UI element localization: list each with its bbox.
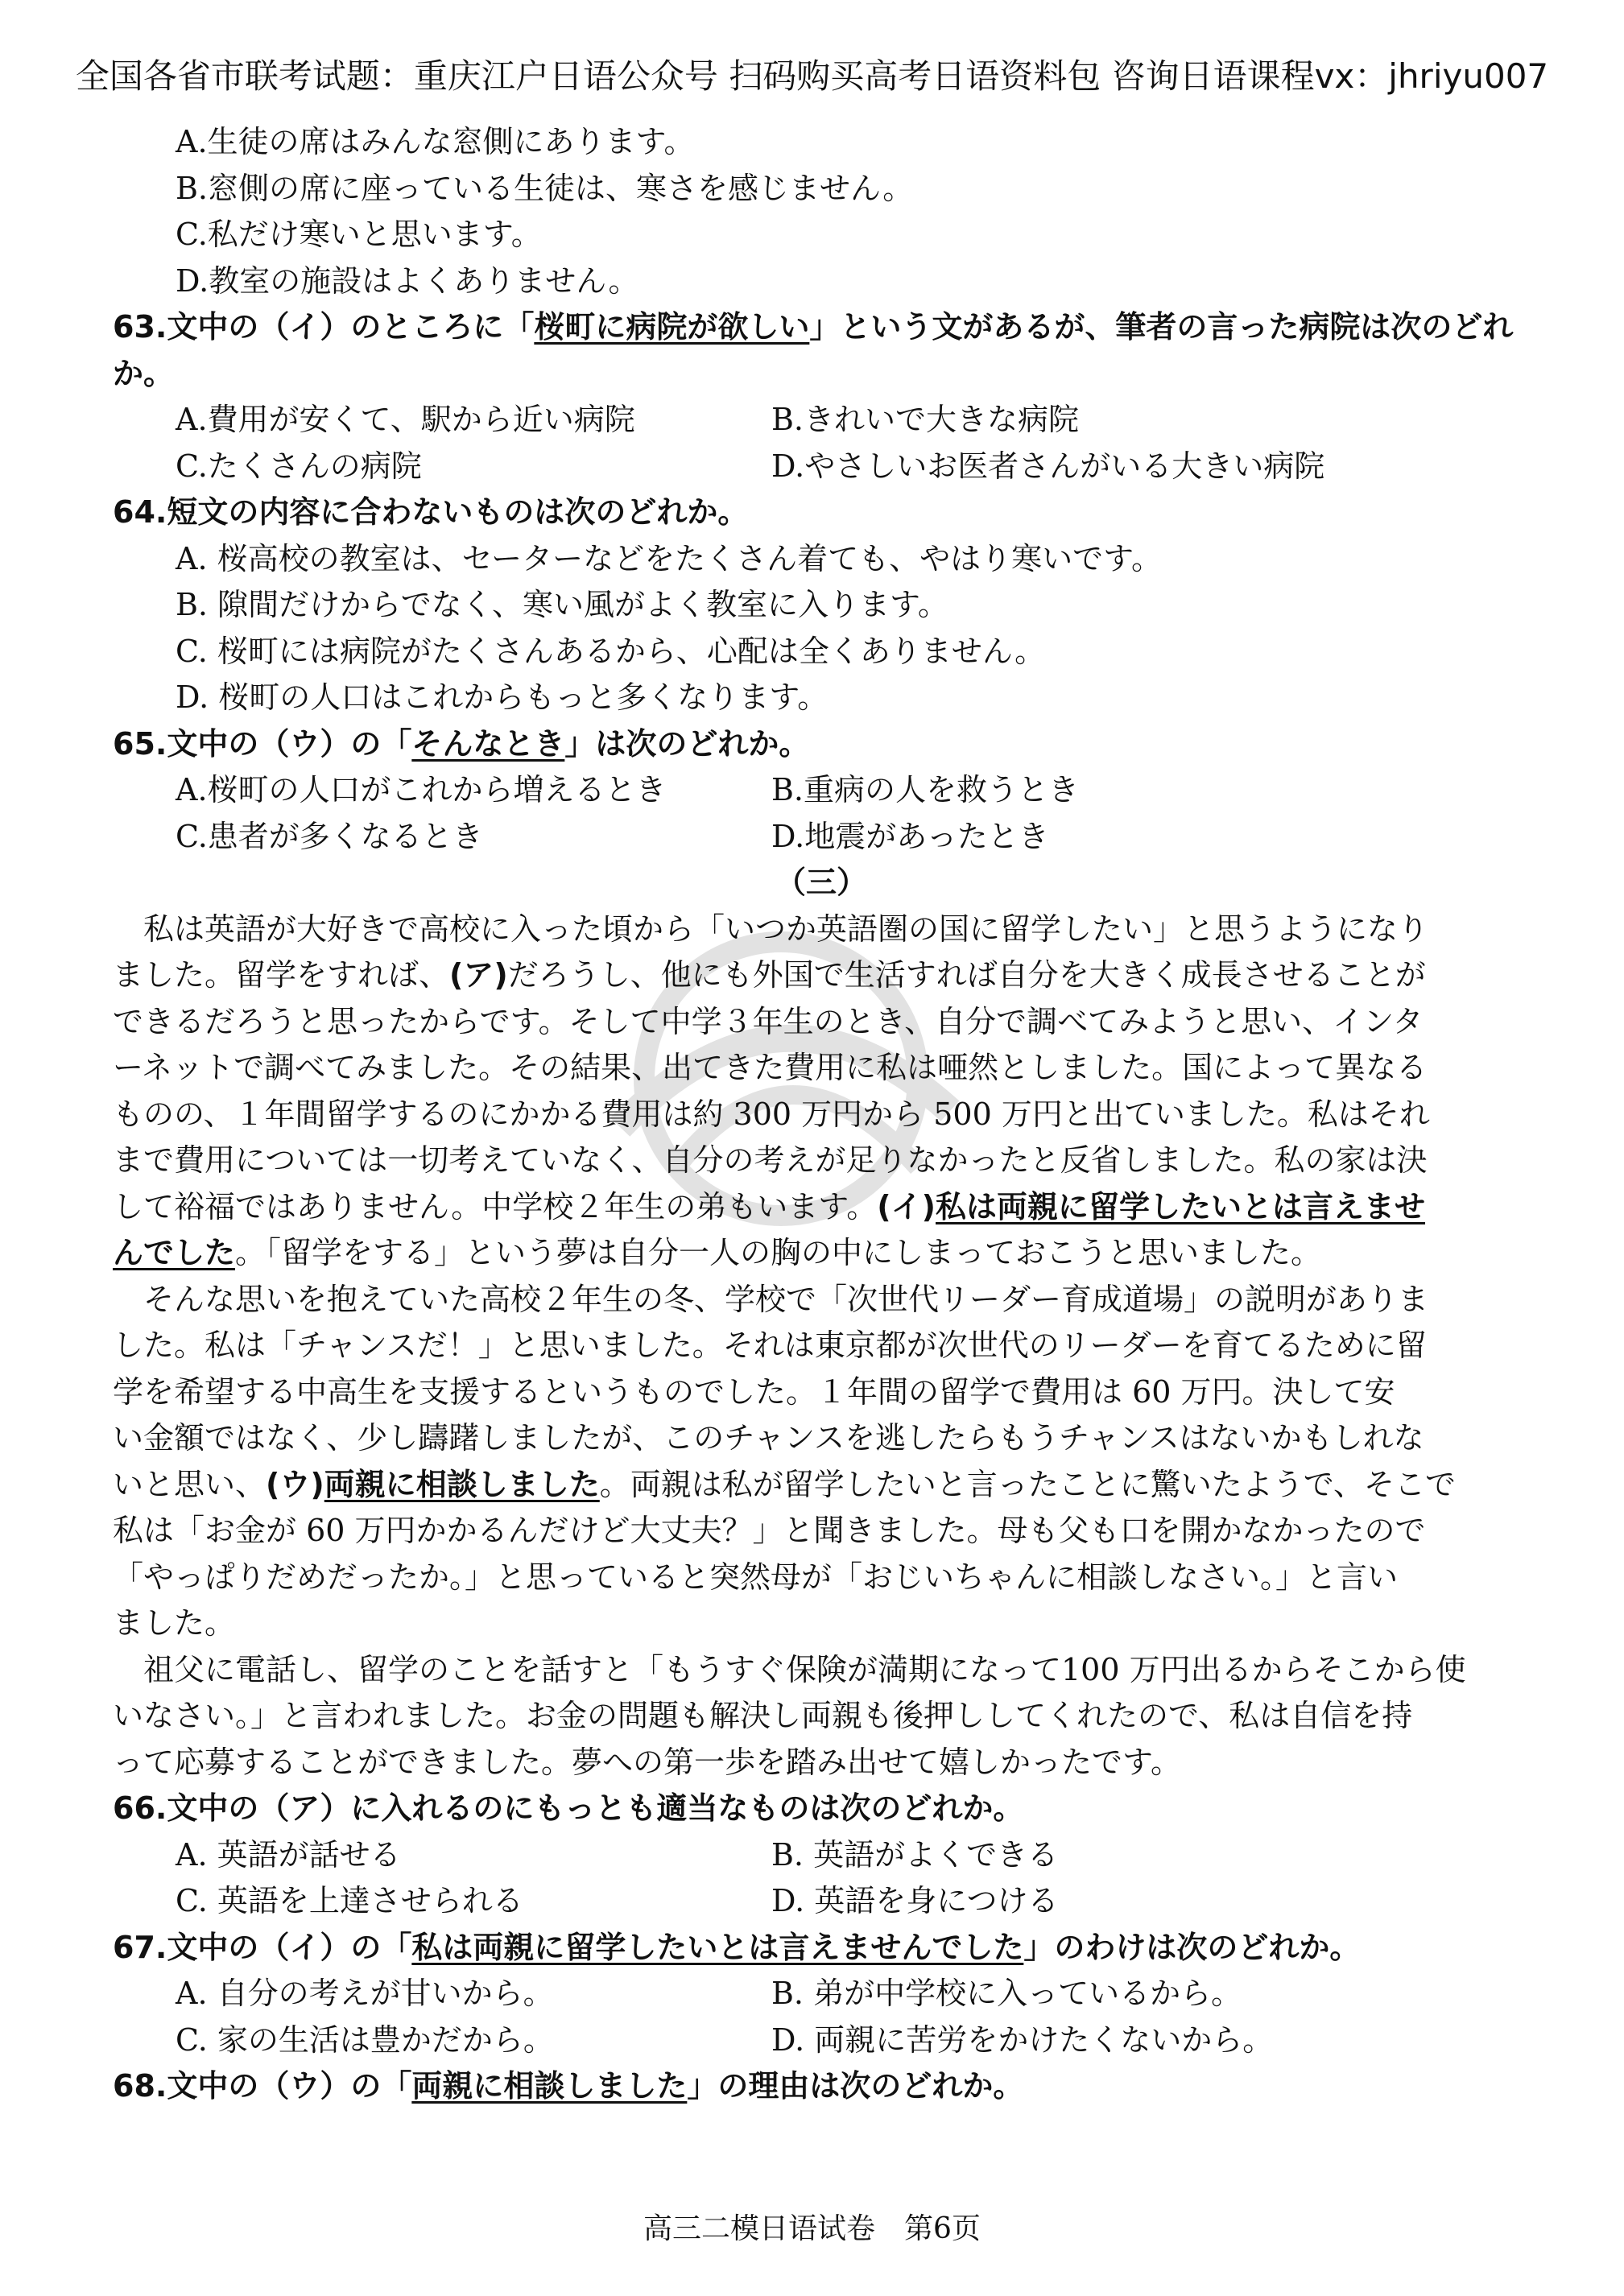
q63-options-row-2 (113, 444, 1530, 490)
page-header: 全国各省市联考试题：重庆江户日语公众号 扫码购买高考日语资料包 咨询日语课程vx：jhriyu007 (75, 56, 1549, 96)
q67-options-row-1 (113, 1971, 1530, 2017)
passage-line-13 (113, 1462, 1530, 1509)
q65-option-d: D.地震があったとき (771, 818, 1049, 854)
q65-text-pre: 65.文中の（ウ）の「 (113, 725, 412, 762)
passage-text: 。「留学をする」という夢は自分一人の胸の中にしまっておこうと思いました。 (235, 1235, 1322, 1270)
passage-line-8 (113, 1230, 1530, 1277)
q63-underlined-quote: 桜町に病院が欲しい (534, 309, 810, 345)
passage-line-3: できるだろうと思ったからです。そして中学３年生のとき、自分で調べてみようと思い、インタ (113, 1003, 1424, 1039)
passage-line-5: ものの、１年間留学するのにかかる費用は約 300 万円から 500 万円と出ていました。私はそれ (113, 1096, 1430, 1132)
q62-option-a: A.生徒の席はみんな窓側にあります。 (176, 124, 695, 159)
q64-option-d: D. 桜町の人口はこれからもっと多くなります。 (176, 679, 829, 715)
section-title: （三） (775, 865, 867, 900)
q62-option-d: D.教室の施設はよくありません。 (176, 262, 639, 299)
passage-text: だろうし、他にも外国で生活すれば自分を大きく成長させることが (507, 957, 1426, 993)
q62-option-c: C.私だけ寒いと思います。 (176, 217, 542, 252)
q63-number: 63. (113, 309, 167, 345)
passage-text: して裕福ではありません。中学校２年生の弟もいます。 (113, 1188, 878, 1224)
passage-line-9: そんな思いを抱えていた高校２年生の冬、学校で「次世代リーダー育成道場」の説明がありま (143, 1281, 1429, 1317)
q67-text-pre: 67.文中の（イ）の「 (113, 1929, 412, 1965)
q67-option-d: D. 両親に苦労をかけたくないから。 (771, 2021, 1274, 2058)
passage-line-10: した。私は「チャンスだ！」と思いました。それは東京都が次世代のリーダーを育てるために留 (113, 1328, 1427, 1363)
q67-option-b: B. 弟が中学校に入っているから。 (771, 1976, 1242, 2011)
q65-underlined-quote: そんなとき (411, 725, 565, 762)
q64-option-c: C. 桜町には病院がたくさんあるから、心配は全くありません。 (176, 633, 1046, 669)
blank-marker-i: (イ) (877, 1188, 936, 1224)
q63-options-row-1 (113, 397, 1530, 444)
q65-option-c: C.患者が多くなるとき (176, 818, 483, 854)
q68-text-pre: 68.文中の（ウ）の「 (113, 2068, 412, 2104)
passage-line-17: 祖父に電話し、留学のことを話すと「もうすぐ保険が満期になって100 万円出るからそこから使 (143, 1651, 1466, 1687)
q68-underlined-quote: 両親に相談しました (411, 2068, 688, 2104)
passage-text: 。両親は私が留学したいと言ったことに驚いたようで、そこで (599, 1466, 1457, 1502)
passage-line-6: まで費用については一切考えていなく、自分の考えが足りなかったと反省しました。私の家は決 (113, 1142, 1428, 1178)
passage-line-18: いなさい。」と言われました。お金の問題も解決し両親も後押ししてくれたので、私は自信を持 (113, 1698, 1413, 1733)
blank-marker-u: (ウ) (266, 1466, 324, 1502)
passage-line-1: 私は英語が大好きで高校に入った頃から「いつか英語圏の国に留学したい」と思うようになり (143, 911, 1429, 947)
q65-option-b: B.重病の人を救うとき (771, 772, 1080, 807)
q65-options-row-1 (113, 767, 1530, 814)
passage-text: いと思い、 (113, 1466, 267, 1502)
page-footer: 高三二模日语试卷 第6页 (643, 2212, 981, 2245)
underlined-sentence-u: 両親に相談しました (324, 1466, 600, 1502)
underlined-sentence-i: 私は両親に留学したいとは言えませ (936, 1188, 1426, 1224)
q65-question (113, 721, 1530, 768)
underlined-sentence-i-end: んでした (113, 1235, 236, 1270)
q65-text-post: 」は次のどれか。 (564, 725, 810, 762)
q66-options-row-1 (113, 1832, 1530, 1879)
passage-text: ました。留学をすれば、 (113, 957, 450, 993)
q63-option-d: D.やさしいお医者さんがいる大きい病院 (771, 448, 1325, 484)
q68-question (113, 2063, 1530, 2110)
passage-line-19: って応募することができました。夢への第一歩を踏み出せて嬉しかったです。 (113, 1744, 1181, 1780)
q64-option-a: A. 桜高校の教室は、セーターなどをたくさん着ても、やはり寒いです。 (176, 540, 1163, 576)
q66-option-a: A. 英語が話せる (176, 1836, 401, 1873)
q63-question-continuation: か。 (113, 355, 175, 391)
q63-text-pre: 文中の（イ）のところに「 (167, 309, 535, 345)
passage-line-16: ました。 (113, 1605, 236, 1641)
q62-option-b: B.窓側の席に座っている生徒は、寒さを感じません。 (176, 170, 914, 206)
q66-options-row-2 (113, 1878, 1530, 1925)
passage-line-2 (113, 952, 1530, 999)
q66-option-c: C. 英語を上達させられる (176, 1883, 523, 1918)
q63-option-c: C.たくさんの病院 (176, 448, 422, 484)
passage-line-15: 「やっぱりだめだったか。」と思っていると突然母が「おじいちゃんに相談しなさい。」と言い (113, 1559, 1399, 1595)
q67-options-row-2 (113, 2017, 1530, 2064)
q66-question: 66.文中の（ア）に入れるのにもっとも適当なものは次のどれか。 (113, 1790, 1024, 1826)
q64-question: 64.短文の内容に合わないものは次のどれか。 (113, 494, 749, 530)
q63-option-a: A.費用が安くて、駅から近い病院 (176, 402, 635, 437)
q68-text-post: 」の理由は次のどれか。 (687, 2068, 1024, 2104)
q67-underlined-quote: 私は両親に留学したいとは言えませんでした (411, 1929, 1024, 1965)
passage-line-14: 私は「お金が 60 万円かかるんだけど大丈夫？」と聞きました。母も父も口を開かなかったので (113, 1513, 1426, 1548)
q65-option-a: A.桜町の人口がこれから増えるとき (176, 772, 667, 807)
q63-question (113, 304, 1530, 351)
blank-marker-a: (ア) (449, 957, 508, 993)
q67-option-c: C. 家の生活は豊かだから。 (176, 2021, 554, 2058)
passage-line-11: 学を希望する中高生を支援するというものでした。１年間の留学で費用は 60 万円。決して安 (113, 1373, 1395, 1410)
exam-body (113, 119, 1530, 2110)
q66-option-b: B. 英語がよくできる (771, 1836, 1059, 1873)
q65-options-row-2 (113, 814, 1530, 861)
passage-line-4: ーネットで調べてみました。その結果、出てきた費用に私は唖然としました。国によって異なる (113, 1050, 1428, 1085)
q67-text-post: 」のわけは次のどれか。 (1023, 1929, 1361, 1965)
passage-line-12: い金額ではなく、少し躊躇しましたが、このチャンスを逃したらもうチャンスはないかもしれな (113, 1420, 1424, 1456)
q63-option-b: B.きれいで大きな病院 (771, 402, 1080, 437)
q67-option-a: A. 自分の考えが甘いから。 (176, 1976, 554, 2011)
passage-line-7 (113, 1184, 1530, 1231)
q63-text-post: 」という文があるが、筆者の言った病院は次のどれ (809, 309, 1514, 345)
q64-option-b: B. 隙間だけからでなく、寒い風がよく教室に入ります。 (176, 587, 948, 622)
q66-option-d: D. 英語を身につける (771, 1883, 1059, 1918)
q67-question (113, 1925, 1530, 1972)
